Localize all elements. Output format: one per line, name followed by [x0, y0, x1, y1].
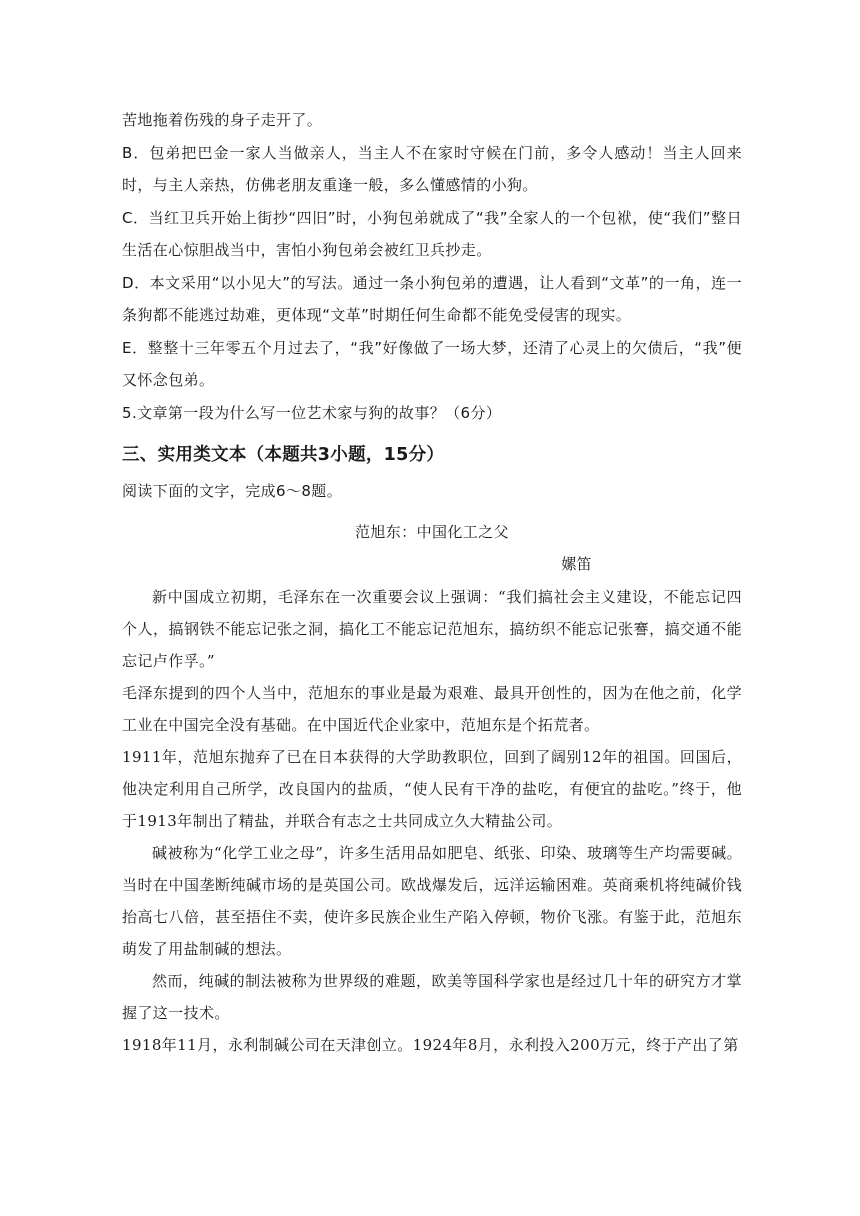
article-author: 嫘笛 [561, 555, 592, 573]
article-paragraph: 1911年，范旭东抛弃了已在日本获得的大学助教职位，回到了阔别12年的祖国。回国后，他决定利用自己所学，改良国内的盐质，“使人民有干净的盐吃，有便宜的盐吃。”终于，他于1913年制出了精盐，并联合有志之士共同成立久大精盐公司。 [122, 747, 742, 830]
article-title: 范旭东：中国化工之父 [354, 522, 509, 541]
option-d: D．本文采用“以小见大”的写法。通过一条小狗包弟的遭遇，让人看到“文革”的一角，连一条狗都不能逃过劫难，更体现“文革”时期任何生命都不能免受侵害的现实。 [122, 273, 742, 324]
option-b: B．包弟把巴金一家人当做亲人，当主人不在家时守候在门前，多令人感动！当主人回来时，与主人亲热，仿佛老朋友重逢一般，多么懂感情的小狗。 [122, 143, 742, 194]
question-5: 5.文章第一段为什么写一位艺术家与狗的故事？（6分） [122, 403, 502, 422]
article-paragraph: 毛泽东提到的四个人当中，范旭东的事业是最为艰难、最具开创性的，因为在他之前，化学工业在中国完全没有基础。在中国近代企业家中，范旭东是个拓荒者。 [122, 683, 742, 734]
reading-instruction: 阅读下面的文字，完成6～8题。 [122, 482, 343, 500]
article-paragraph: 碱被称为“化学工业之母”，许多生活用品如肥皂、纸张、印染、玻璃等生产均需要碱。当时在中国垄断纯碱市场的是英国公司。欧战爆发后，远洋运输困难。英商乘机将纯碱价钱抬高七八倍，甚至捂住不卖，使许多民族企业生产陷入停顿，物价飞涨。有鉴于此，范旭东萌发了用盐制碱的想法。 [122, 843, 742, 958]
option-a-tail: 苦地拖着伤残的身子走开了。 [122, 111, 323, 129]
option-c: C．当红卫兵开始上街抄“四旧”时，小狗包弟就成了“我”全家人的一个包袱，使“我们”整日生活在心惊胆战当中，害怕小狗包弟会被红卫兵抄走。 [122, 208, 742, 259]
document-page [122, 104, 742, 1061]
article-paragraph: 然而，纯碱的制法被称为世界级的难题，欧美等国科学家也是经过几十年的研究方才掌握了这一技术。 [122, 971, 742, 1022]
section-heading: 三、实用类文本（本题共3小题，15分） [122, 445, 445, 465]
article-paragraph: 新中国成立初期，毛泽东在一次重要会议上强调：“我们搞社会主义建设，不能忘记四个人，搞钢铁不能忘记张之洞，搞化工不能忘记范旭东，搞纺织不能忘记张謇，搞交通不能忘记卢作孚。” [122, 587, 742, 670]
article-paragraph: 1918年11月，永利制碱公司在天津创立。1924年8月，永利投入200万元，终于产出了第 [122, 1035, 739, 1054]
option-e: E．整整十三年零五个月过去了，“我”好像做了一场大梦，还清了心灵上的欠债后，“我”便又怀念包弟。 [122, 338, 742, 389]
